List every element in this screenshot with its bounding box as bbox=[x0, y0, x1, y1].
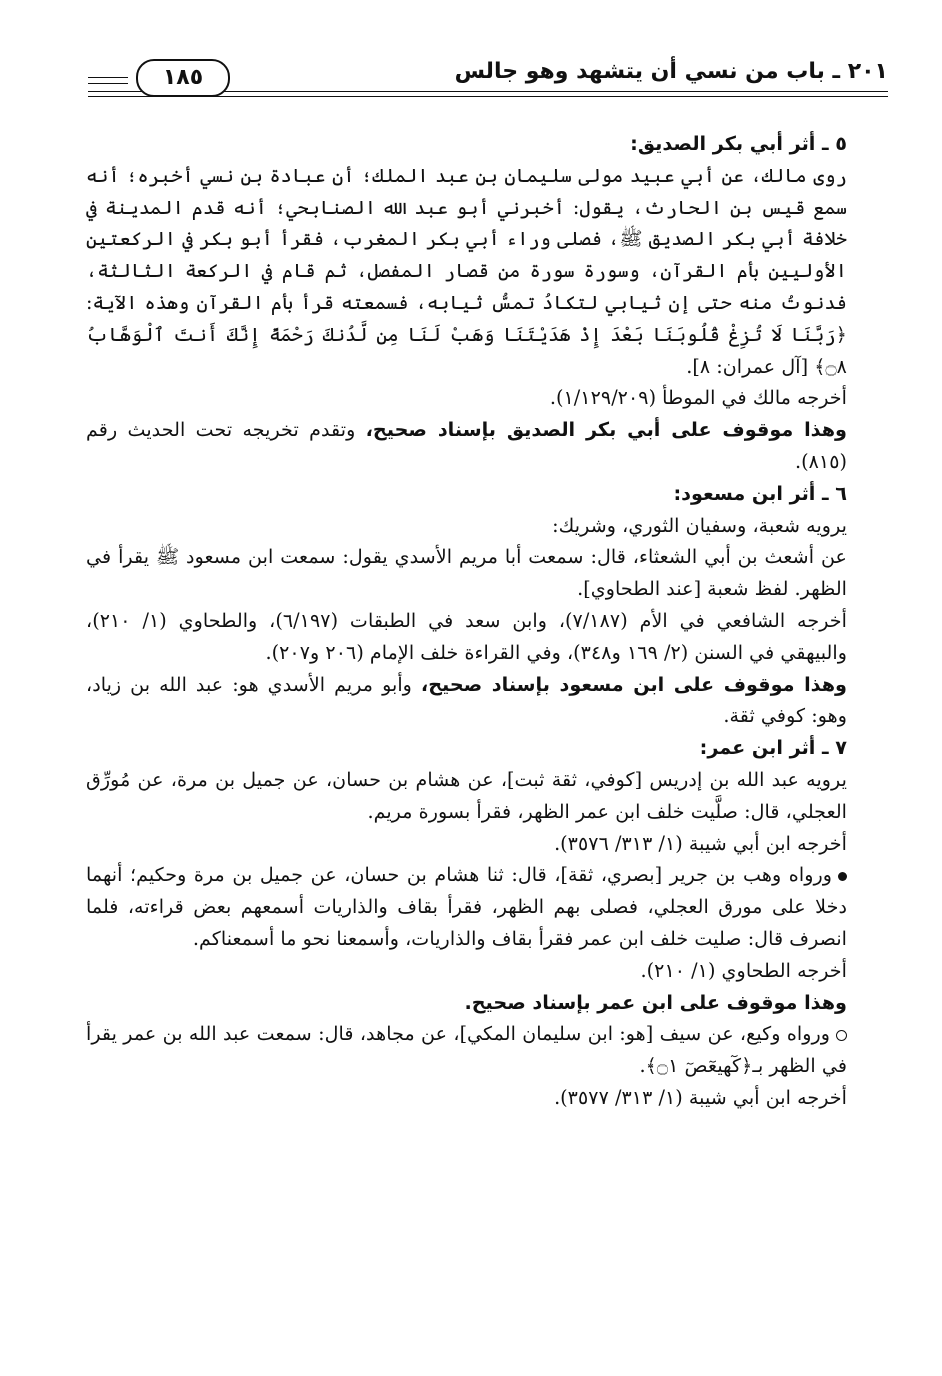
section-heading: ٦ ـ أثر ابن مسعود: bbox=[673, 481, 847, 505]
circle-bullet-icon bbox=[836, 1030, 847, 1041]
section-heading: ٧ ـ أثر ابن عمر: bbox=[699, 736, 847, 760]
page-body bbox=[86, 128, 891, 1114]
ruling-text: وهذا موقوف على ابن مسعود بإسناد صحيح، bbox=[420, 672, 847, 696]
paragraph-text: ورواه وكيع، عن سيف [هو: ابن سليمان المكي]، عن مجاهد، قال: سمعت عبد الله بن عمر يقرأ في الظهر بـ﴿كٓهيعٓصٓ ۝١﴾. bbox=[86, 1022, 847, 1078]
paragraph: أخرجه الطحاوي (١/ ٢١٠). bbox=[640, 958, 847, 982]
ruling-paragraph bbox=[86, 414, 891, 478]
paragraph-text: وتقدم تخريجه تحت الحديث رقم (٨١٥). bbox=[86, 418, 847, 473]
paragraph: أخرجه مالك في الموطأ (١/١٢٩/٢٠٩). bbox=[549, 386, 847, 410]
paragraph: عن أشعث بن أبي الشعثاء، قال: سمعت أبا مريم الأسدي يقول: سمعت ابن مسعود ﷺ يقرأ في الظهر. لفظ شعبة [عند الطحاوي]. bbox=[86, 545, 847, 601]
ruling-text: وهذا موقوف على أبي بكر الصديق بإسناد صحيح، bbox=[365, 418, 847, 442]
narration-paragraph bbox=[86, 859, 891, 954]
page-header bbox=[88, 55, 888, 99]
paragraph: أخرجه ابن أبي شيبة (١/ ٣١٣/ ٣٥٧٧). bbox=[554, 1085, 847, 1109]
section-heading: ٥ ـ أثر أبي بكر الصديق: bbox=[630, 132, 847, 155]
paragraph: يرويه شعبة، وسفيان الثوري، وشريك: bbox=[552, 513, 847, 537]
bullet-icon bbox=[838, 872, 847, 881]
paragraph: أخرجه ابن أبي شيبة (١/ ٣١٣/ ٣٥٧٦). bbox=[554, 831, 847, 855]
ruling-paragraph bbox=[86, 669, 891, 733]
page-number: ١٨٥ bbox=[136, 59, 230, 97]
ruling-paragraph: وهذا موقوف على ابن عمر بإسناد صحيح. bbox=[464, 990, 847, 1014]
narration-paragraph bbox=[86, 1018, 891, 1082]
paragraph: أخرجه الشافعي في الأم (٧/١٨٧)، وابن سعد في الطبقات (٦/١٩٧)، والطحاوي (١/ ٢١٠)، والبيهقي في السنن (٢/ ١٦٩ و٣٤٨)، وفي القراءة خلف الإمام (٢٠٦ و٢٠٧). bbox=[86, 608, 847, 664]
page-number-lines bbox=[88, 77, 128, 89]
paragraph: يرويه عبد الله بن إدريس [كوفي، ثقة ثبت]، عن هشام بن حسان، عن جميل بن مرة، عن مُورِّق العجلي، قال: صلَّيت خلف ابن عمر الظهر، فقرأ بسورة مريم. bbox=[86, 767, 847, 823]
chapter-title: ٢٠١ ـ باب من نسي أن يتشهد وهو جالس bbox=[454, 59, 888, 84]
paragraph-text: ورواه وهب بن جرير [بصري، ثقة]، قال: ثنا هشام بن حسان، عن جميل بن مرة وحكيم؛ أنهما دخلا على مورق العجلي، فصلى بهم الظهر، فقرأ بقاف والذاريات أسمعهم بعض قراءته، فلما انصرف قال: صليت خلف ابن عمر فقرأ بقاف والذاريات، وأسمعنا نحو ما أسمعناكم. bbox=[86, 863, 847, 950]
paragraph: روى مالك، عن أبي عبيد مولى سليمان بن عبد الملك؛ أن عبادة بن نسي أخبره؛ أنه سمع قيس بن الحارث، يقول: أخبرني أبو عبد الله الصنابحي؛ أنه قدم المدينة في خلافة أبي بكر الصديق ﷺ، فصلى وراء أبي بكر المغرب، فقرأ أبو بكر في الركعتين الأوليين بأم القرآن، وسورة سورة من قصار المفصل، ثم قام في الركعة الثالثة، فدنوتُ منه حتى إن ثيابي لتكادُ تمسُّ ثيابه، فسمعته قرأ بأم القرآن وهذه الآية: ﴿رَبَّنَا لَا تُزِغْ قُلُوبَنَا بَعْدَ إِذْ هَدَيْتَنَا وَهَبْ لَنَا مِن لَّدُنكَ رَحْمَةً إِنَّكَ أَنتَ ٱلْوَهَّابُ ۝٨﴾ [آل عمران: ٨]. bbox=[86, 163, 847, 378]
paragraph-text: وأبو مريم الأسدي هو: عبد الله بن زياد، وهو: كوفي ثقة. bbox=[86, 672, 847, 728]
